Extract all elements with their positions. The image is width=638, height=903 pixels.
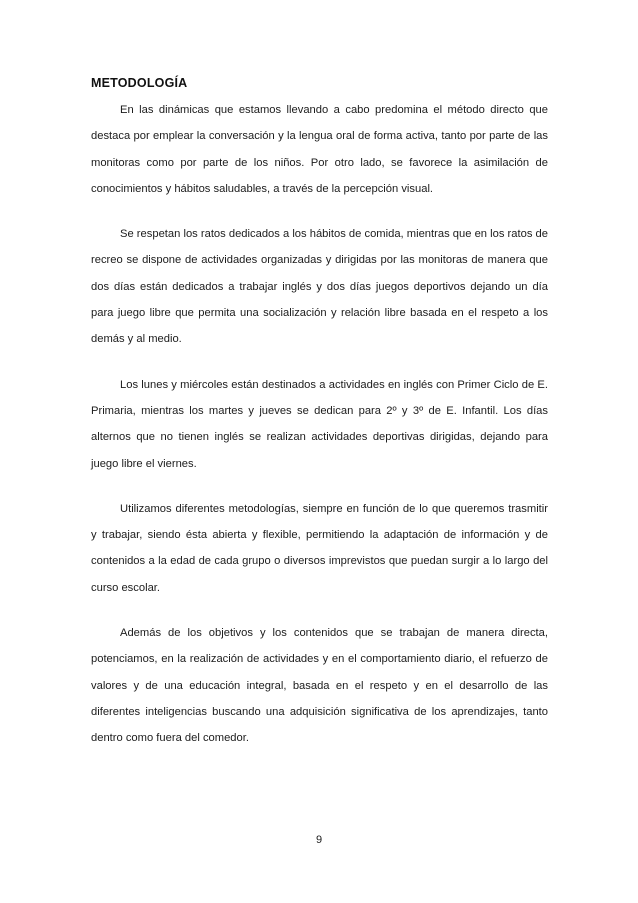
paragraph-4: Utilizamos diferentes metodologías, siempre en función de lo que queremos trasmitir y trabajar, siendo ésta abierta y flexible, permitiendo la adaptación de información y de contenidos a la edad de cada grupo o diversos imprevistos que puedan surgir a lo largo del curso escolar. bbox=[91, 502, 548, 594]
paragraph-5: Además de los objetivos y los contenidos que se trabajan de manera directa, potenciamos, en la realización de actividades y en el comportamiento diario, el refuerzo de valores y de una educación integral, basada en el respeto y en el desarrollo de las diferentes inteligencias buscando una adquisición significativa de los aprendizajes, tanto dentro como fuera del comedor. bbox=[91, 627, 548, 745]
paragraph-2: Se respetan los ratos dedicados a los hábitos de comida, mientras que en los ratos de recreo se dispone de actividades organizadas y dirigidas por las monitoras de manera que dos días están dedicados a trabajar inglés y dos días juegos deportivos dejando un día para juego libre que permita una socialización y relación libre basada en el respeto a los demás y al medio. bbox=[91, 228, 548, 346]
paragraph-1: En las dinámicas que estamos llevando a cabo predomina el método directo que destaca por emplear la conversación y la lengua oral de forma activa, tanto por parte de las monitoras como por parte de los niños. Por otro lado, se favorece la asimilación de conocimientos y hábitos saludables, a través de la percepción visual. bbox=[91, 104, 548, 195]
page-number: 9 bbox=[315, 834, 323, 846]
section-heading: METODOLOGÍA bbox=[91, 76, 188, 90]
paragraph-3: Los lunes y miércoles están destinados a actividades en inglés con Primer Ciclo de E. Primaria, mientras los martes y jueves se dedican para 2º y 3º de E. Infantil. Los días alternos que no tienen inglés se realizan actividades deportivas dirigidas, dejando para juego libre el viernes. bbox=[91, 378, 548, 470]
body-text bbox=[91, 97, 548, 771]
